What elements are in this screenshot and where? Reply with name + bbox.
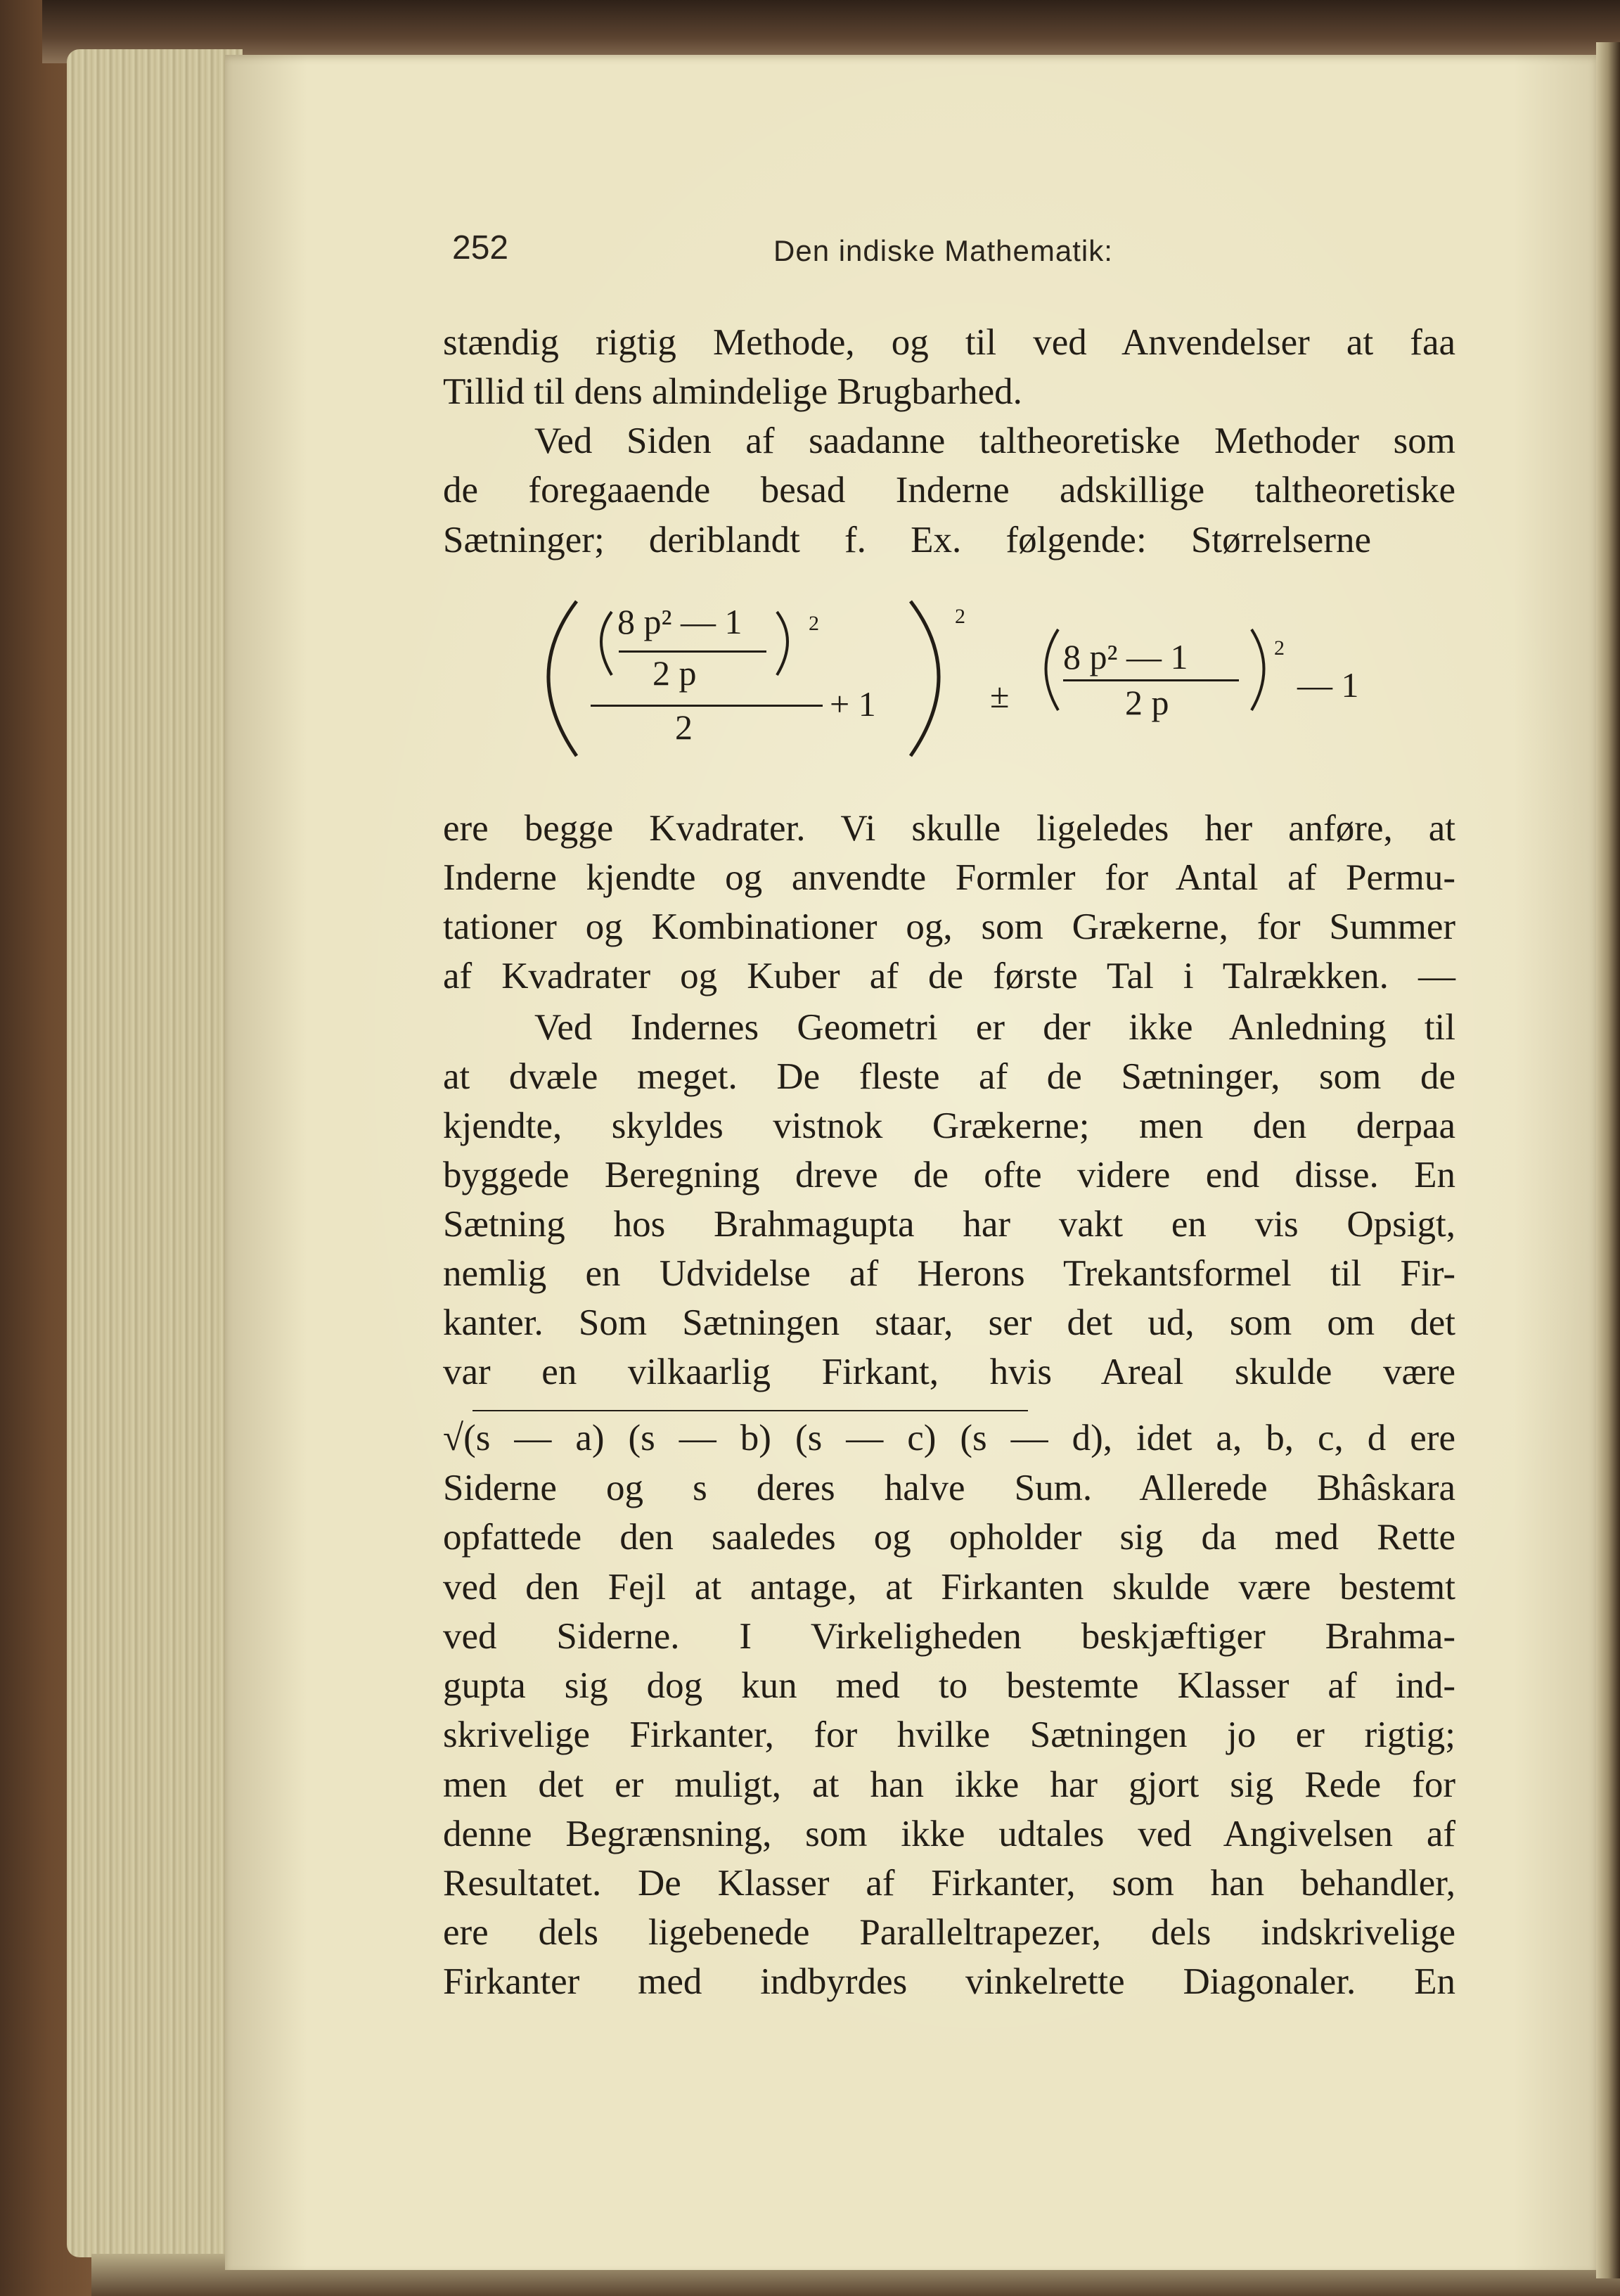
text-line: stændig rigtig Methode, og til ved Anvendelser at faa <box>443 322 1455 363</box>
text-line: Sætning hos Brahmagupta har vakt en vis Opsigt, <box>443 1204 1455 1245</box>
text-line: byggede Beregning dreve de ofte videre end disse. En <box>443 1155 1455 1195</box>
text-line: gupta sig dog kun med to bestemte Klasser af ind- <box>443 1665 1455 1706</box>
text-line: opfattede den saaledes og opholder sig da med Rette <box>443 1517 1455 1558</box>
text-line: Siderne og s deres halve Sum. Allerede Bhâskara <box>443 1468 1455 1508</box>
text-line: var en vilkaarlig Firkant, hvis Areal skulde være <box>443 1352 1455 1392</box>
text-line: de foregaaende besad Inderne adskillige taltheoretiske <box>443 470 1455 511</box>
text-line: Inderne kjendte og anvendte Formler for Antal af Permu- <box>443 857 1455 898</box>
text-line: Ved Siden af saadanne taltheoretiske Methoder som <box>534 421 1455 461</box>
running-title: Den indiske Mathematik: <box>773 234 1113 267</box>
radical-overline <box>472 1410 1028 1411</box>
inner-exponent: 2 <box>809 612 819 635</box>
text-line: nemlig en Udvidelse af Herons Trekantsformel til Fir- <box>443 1253 1455 1294</box>
text-line: ere begge Kvadrater. Vi skulle ligeledes her anføre, at <box>443 808 1455 849</box>
text-line: kanter. Som Sætningen staar, ser det ud, som om det <box>443 1302 1455 1343</box>
right-exponent: 2 <box>1274 636 1285 660</box>
text-line: √(s — a) (s — b) (s — c) (s — d), idet a, b, c, d ere <box>443 1418 1455 1458</box>
text-line: men det er muligt, at han ikke har gjort sig Rede for <box>443 1764 1455 1805</box>
text-line: af Kvadrater og Kuber af de første Tal i Talrækken. — <box>443 956 1455 996</box>
text-line: Ved Indernes Geometri er der ikke Anledning til <box>534 1007 1455 1048</box>
text-line: kjendte, skyldes vistnok Grækerne; men den derpaa <box>443 1105 1455 1146</box>
text-line: Resultatet. De Klasser af Firkanter, som han behandler, <box>443 1863 1455 1904</box>
text-line: Firkanter med indbyrdes vinkelrette Diagonaler. En <box>443 1961 1455 2002</box>
text-line: skrivelige Firkanter, for hvilke Sætningen jo er rigtig; <box>443 1714 1455 1755</box>
text-line: ere dels ligebenede Paralleltrapezer, dels indskrivelige <box>443 1912 1455 1953</box>
text-line: at dvæle meget. De fleste af de Sætninger, som de <box>443 1056 1455 1097</box>
page-number: 252 <box>452 229 509 267</box>
text-line: Tillid til dens almindelige Brugbarhed. <box>443 371 1022 412</box>
outer-denominator: 2 <box>675 707 693 747</box>
inner-denominator: 2 p <box>652 653 697 693</box>
plus-one: + 1 <box>830 684 876 724</box>
text-line: ved den Fejl at antage, at Firkanten skulde være bestemt <box>443 1567 1455 1608</box>
text-line: denne Begrænsning, som ikke udtales ved Angivelsen af <box>443 1814 1455 1854</box>
text-line: tationer og Kombinationer og, som Grækerne, for Summer <box>443 906 1455 947</box>
inner-numerator: 8 p² — 1 <box>617 602 742 641</box>
right-fraction-bar <box>1063 679 1239 681</box>
text-line: ved Siderne. I Virkeligheden beskjæftiger Brahma- <box>443 1616 1455 1657</box>
outer-exponent: 2 <box>955 605 965 628</box>
minus-one: — 1 <box>1297 665 1359 705</box>
text-line: Sætninger; deriblandt f. Ex. følgende: Størrelserne <box>443 520 1371 560</box>
right-denominator: 2 p <box>1125 683 1169 722</box>
right-numerator: 8 p² — 1 <box>1063 637 1188 676</box>
outer-fraction-bar <box>591 705 823 707</box>
plus-minus-sign: ± <box>990 676 1010 715</box>
